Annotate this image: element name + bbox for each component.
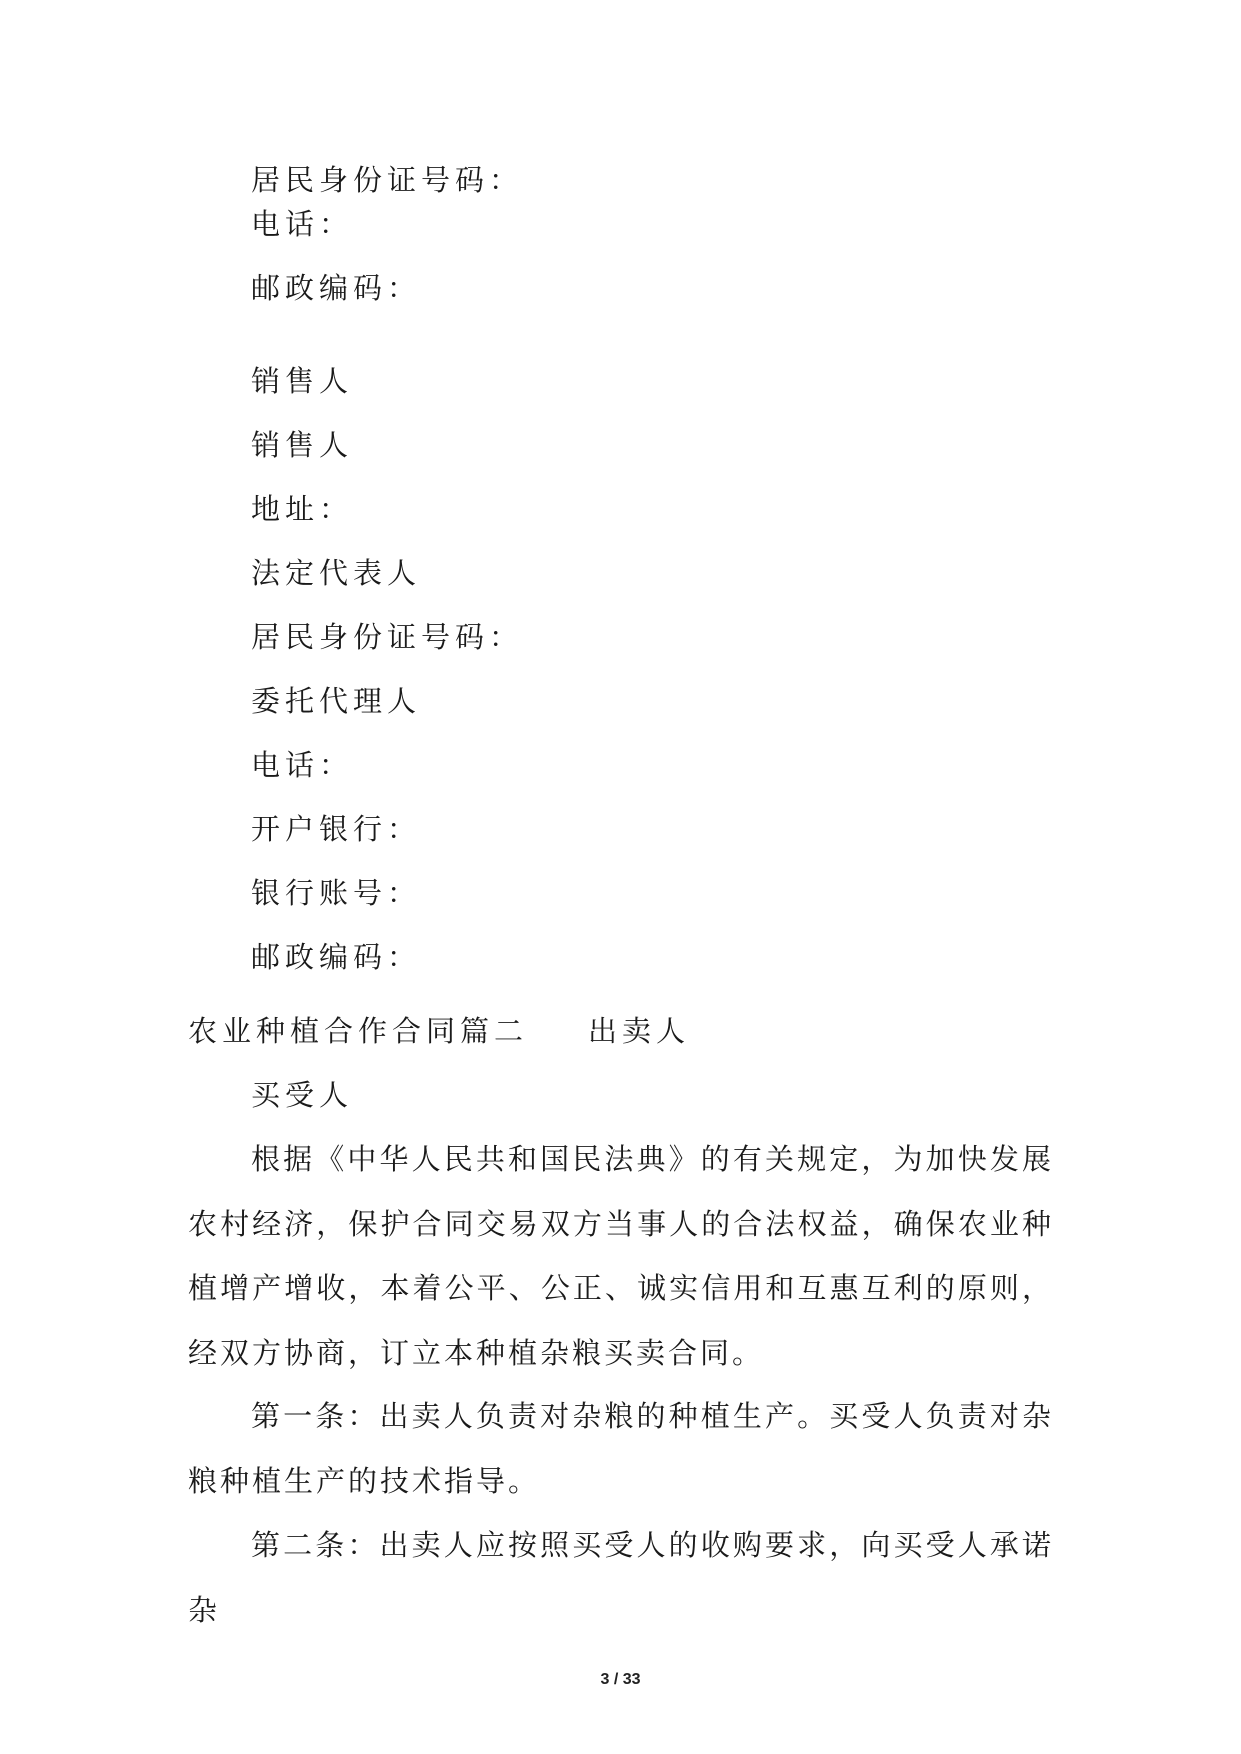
buyer-label: 买受人: [251, 1078, 354, 1112]
intro-paragraph: 根据《中华人民共和国民法典》的有关规定，为加快发展农村经济，保护合同交易双方当事人的合法权益，确保农业种植增产增收，本着公平、公正、诚实信用和互惠互利的原则，经双方协商，订立本种植杂粮买卖合同。: [188, 1142, 1054, 1370]
seller-phone-label: 电话：: [251, 748, 354, 782]
section-seller-label: 出卖人: [588, 1014, 691, 1048]
authorized-agent-label: 委托代理人: [251, 684, 422, 718]
section-heading-row: [188, 1011, 690, 1051]
article-two-paragraph: 第二条：出卖人应按照买受人的收购要求，向买受人承诺杂: [188, 1528, 1054, 1627]
postal-code-label: 邮政编码：: [251, 271, 422, 305]
bank-label: 开户银行：: [251, 812, 422, 846]
section-title: 农业种植合作合同篇二: [188, 1014, 529, 1048]
seller-label-2: 销售人: [251, 428, 354, 462]
id-number-label: 居民身份证号码：: [251, 163, 524, 197]
seller-id-number-label: 居民身份证号码：: [251, 620, 524, 654]
phone-label: 电话：: [251, 207, 354, 241]
article-one-paragraph: 第一条：出卖人负责对杂粮的种植生产。买受人负责对杂粮种植生产的技术指导。: [188, 1399, 1054, 1498]
seller-label: 销售人: [251, 364, 354, 398]
bank-account-label: 银行账号：: [251, 876, 422, 910]
page-number: 3 / 33: [600, 1671, 641, 1688]
seller-postal-code-label: 邮政编码：: [251, 940, 422, 974]
legal-representative-label: 法定代表人: [251, 556, 422, 590]
address-label: 地址：: [251, 492, 354, 526]
